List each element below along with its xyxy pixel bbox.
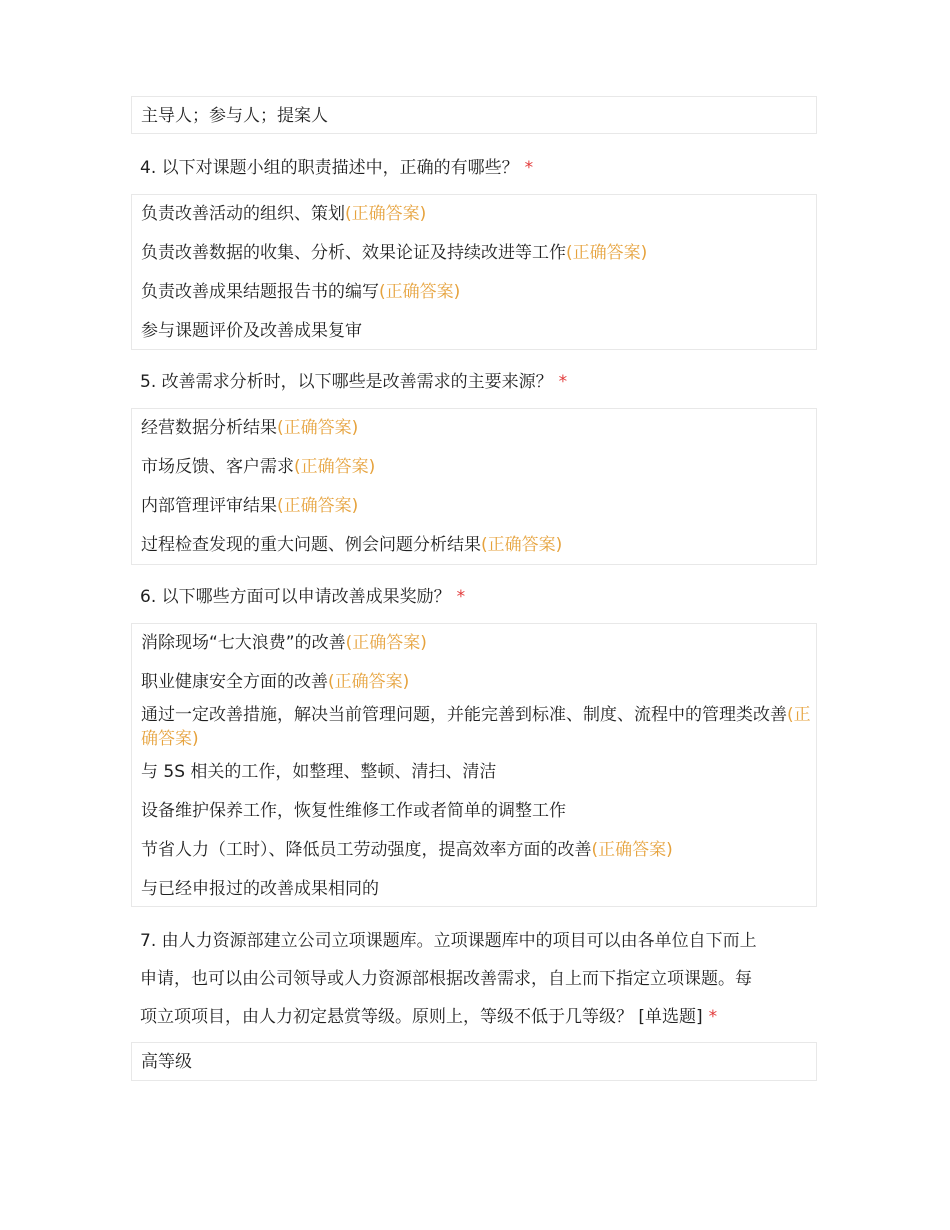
option-text: 过程检查发现的重大问题、例会问题分析结果 <box>141 535 481 555</box>
correct-answer-mark: (正确答案) <box>277 496 359 516</box>
q4-option <box>141 241 647 265</box>
q4-option <box>141 280 460 304</box>
q5-option <box>141 533 562 557</box>
correct-answer-mark: (正确答案) <box>345 204 427 224</box>
option-text: 内部管理评审结果 <box>141 496 277 516</box>
q4-question-text: 4. 以下对课题小组的职责描述中，正确的有哪些？ <box>140 158 519 178</box>
option-text: 市场反馈、客户需求 <box>141 457 294 477</box>
q4-options-box <box>131 194 817 350</box>
q7-question-line-last <box>140 998 820 1036</box>
option-text: 消除现场“七大浪费”的改善 <box>141 633 346 653</box>
q7-answer-box <box>131 1042 817 1081</box>
q6-option <box>141 670 409 694</box>
option-text: 负责改善成果结题报告书的编写 <box>141 282 379 302</box>
option-text: 设备维护保养工作，恢复性维修工作或者简单的调整工作 <box>141 801 566 821</box>
q6-option <box>141 838 673 862</box>
q5-option <box>141 494 358 518</box>
option-text: 通过一定改善措施，解决当前管理问题，并能完善到标准、制度、流程中的管理类改善 <box>141 705 787 725</box>
correct-answer-mark: (正确答案) <box>141 705 811 749</box>
option-text: 职业健康安全方面的改善 <box>141 672 328 692</box>
option-text: 与 5S 相关的工作，如整理、整顿、清扫、清洁 <box>141 762 497 782</box>
required-mark: * <box>708 1007 718 1027</box>
q7-answer: 高等级 <box>141 1052 192 1072</box>
correct-answer-mark: (正确答案) <box>566 243 648 263</box>
q3-answer: 主导人；参与人；提案人 <box>141 106 328 126</box>
correct-answer-mark: (正确答案) <box>481 535 563 555</box>
q6-question <box>140 578 820 616</box>
required-mark: * <box>456 587 466 607</box>
q6-options-box <box>131 623 817 907</box>
option-text: 与已经申报过的改善成果相同的 <box>141 879 379 899</box>
q7-question-text: 项立项项目，由人力初定悬赏等级。原则上，等级不低于几等级？ [单选题] <box>140 1007 703 1027</box>
q4-question <box>140 149 820 187</box>
q6-question-text: 6. 以下哪些方面可以申请改善成果奖励？ <box>140 587 451 607</box>
correct-answer-mark: (正确答案) <box>328 672 410 692</box>
q6-option <box>141 877 379 901</box>
q5-option <box>141 416 358 440</box>
option-text: 参与课题评价及改善成果复审 <box>141 321 362 341</box>
q5-options-box <box>131 408 817 565</box>
required-mark: * <box>558 372 568 392</box>
option-text: 节省人力（工时）、降低员工劳动强度，提高效率方面的改善 <box>141 840 592 860</box>
q6-option <box>141 703 815 751</box>
q7-question-line: 7. 由人力资源部建立公司立项课题库。立项课题库中的项目可以由各单位自下而上 <box>140 931 757 951</box>
q5-question <box>140 363 820 401</box>
correct-answer-mark: (正确答案) <box>591 840 673 860</box>
q6-option <box>141 631 427 655</box>
option-text: 负责改善数据的收集、分析、效果论证及持续改进等工作 <box>141 243 566 263</box>
q5-option <box>141 455 375 479</box>
q3-answer-box <box>131 96 817 134</box>
option-text: 负责改善活动的组织、策划 <box>141 204 345 224</box>
correct-answer-mark: (正确答案) <box>294 457 376 477</box>
required-mark: * <box>524 158 534 178</box>
q6-option <box>141 799 566 823</box>
q7-question-line: 申请，也可以由公司领导或人力资源部根据改善需求，自上而下指定立项课题。每 <box>140 969 752 989</box>
q4-option <box>141 202 426 226</box>
correct-answer-mark: (正确答案) <box>345 633 427 653</box>
correct-answer-mark: (正确答案) <box>379 282 461 302</box>
option-text: 经营数据分析结果 <box>141 418 277 438</box>
q5-question-text: 5. 改善需求分析时，以下哪些是改善需求的主要来源？ <box>140 372 553 392</box>
q4-option <box>141 319 362 343</box>
correct-answer-mark: (正确答案) <box>277 418 359 438</box>
q6-option <box>141 760 496 784</box>
q7-question <box>140 922 820 1036</box>
